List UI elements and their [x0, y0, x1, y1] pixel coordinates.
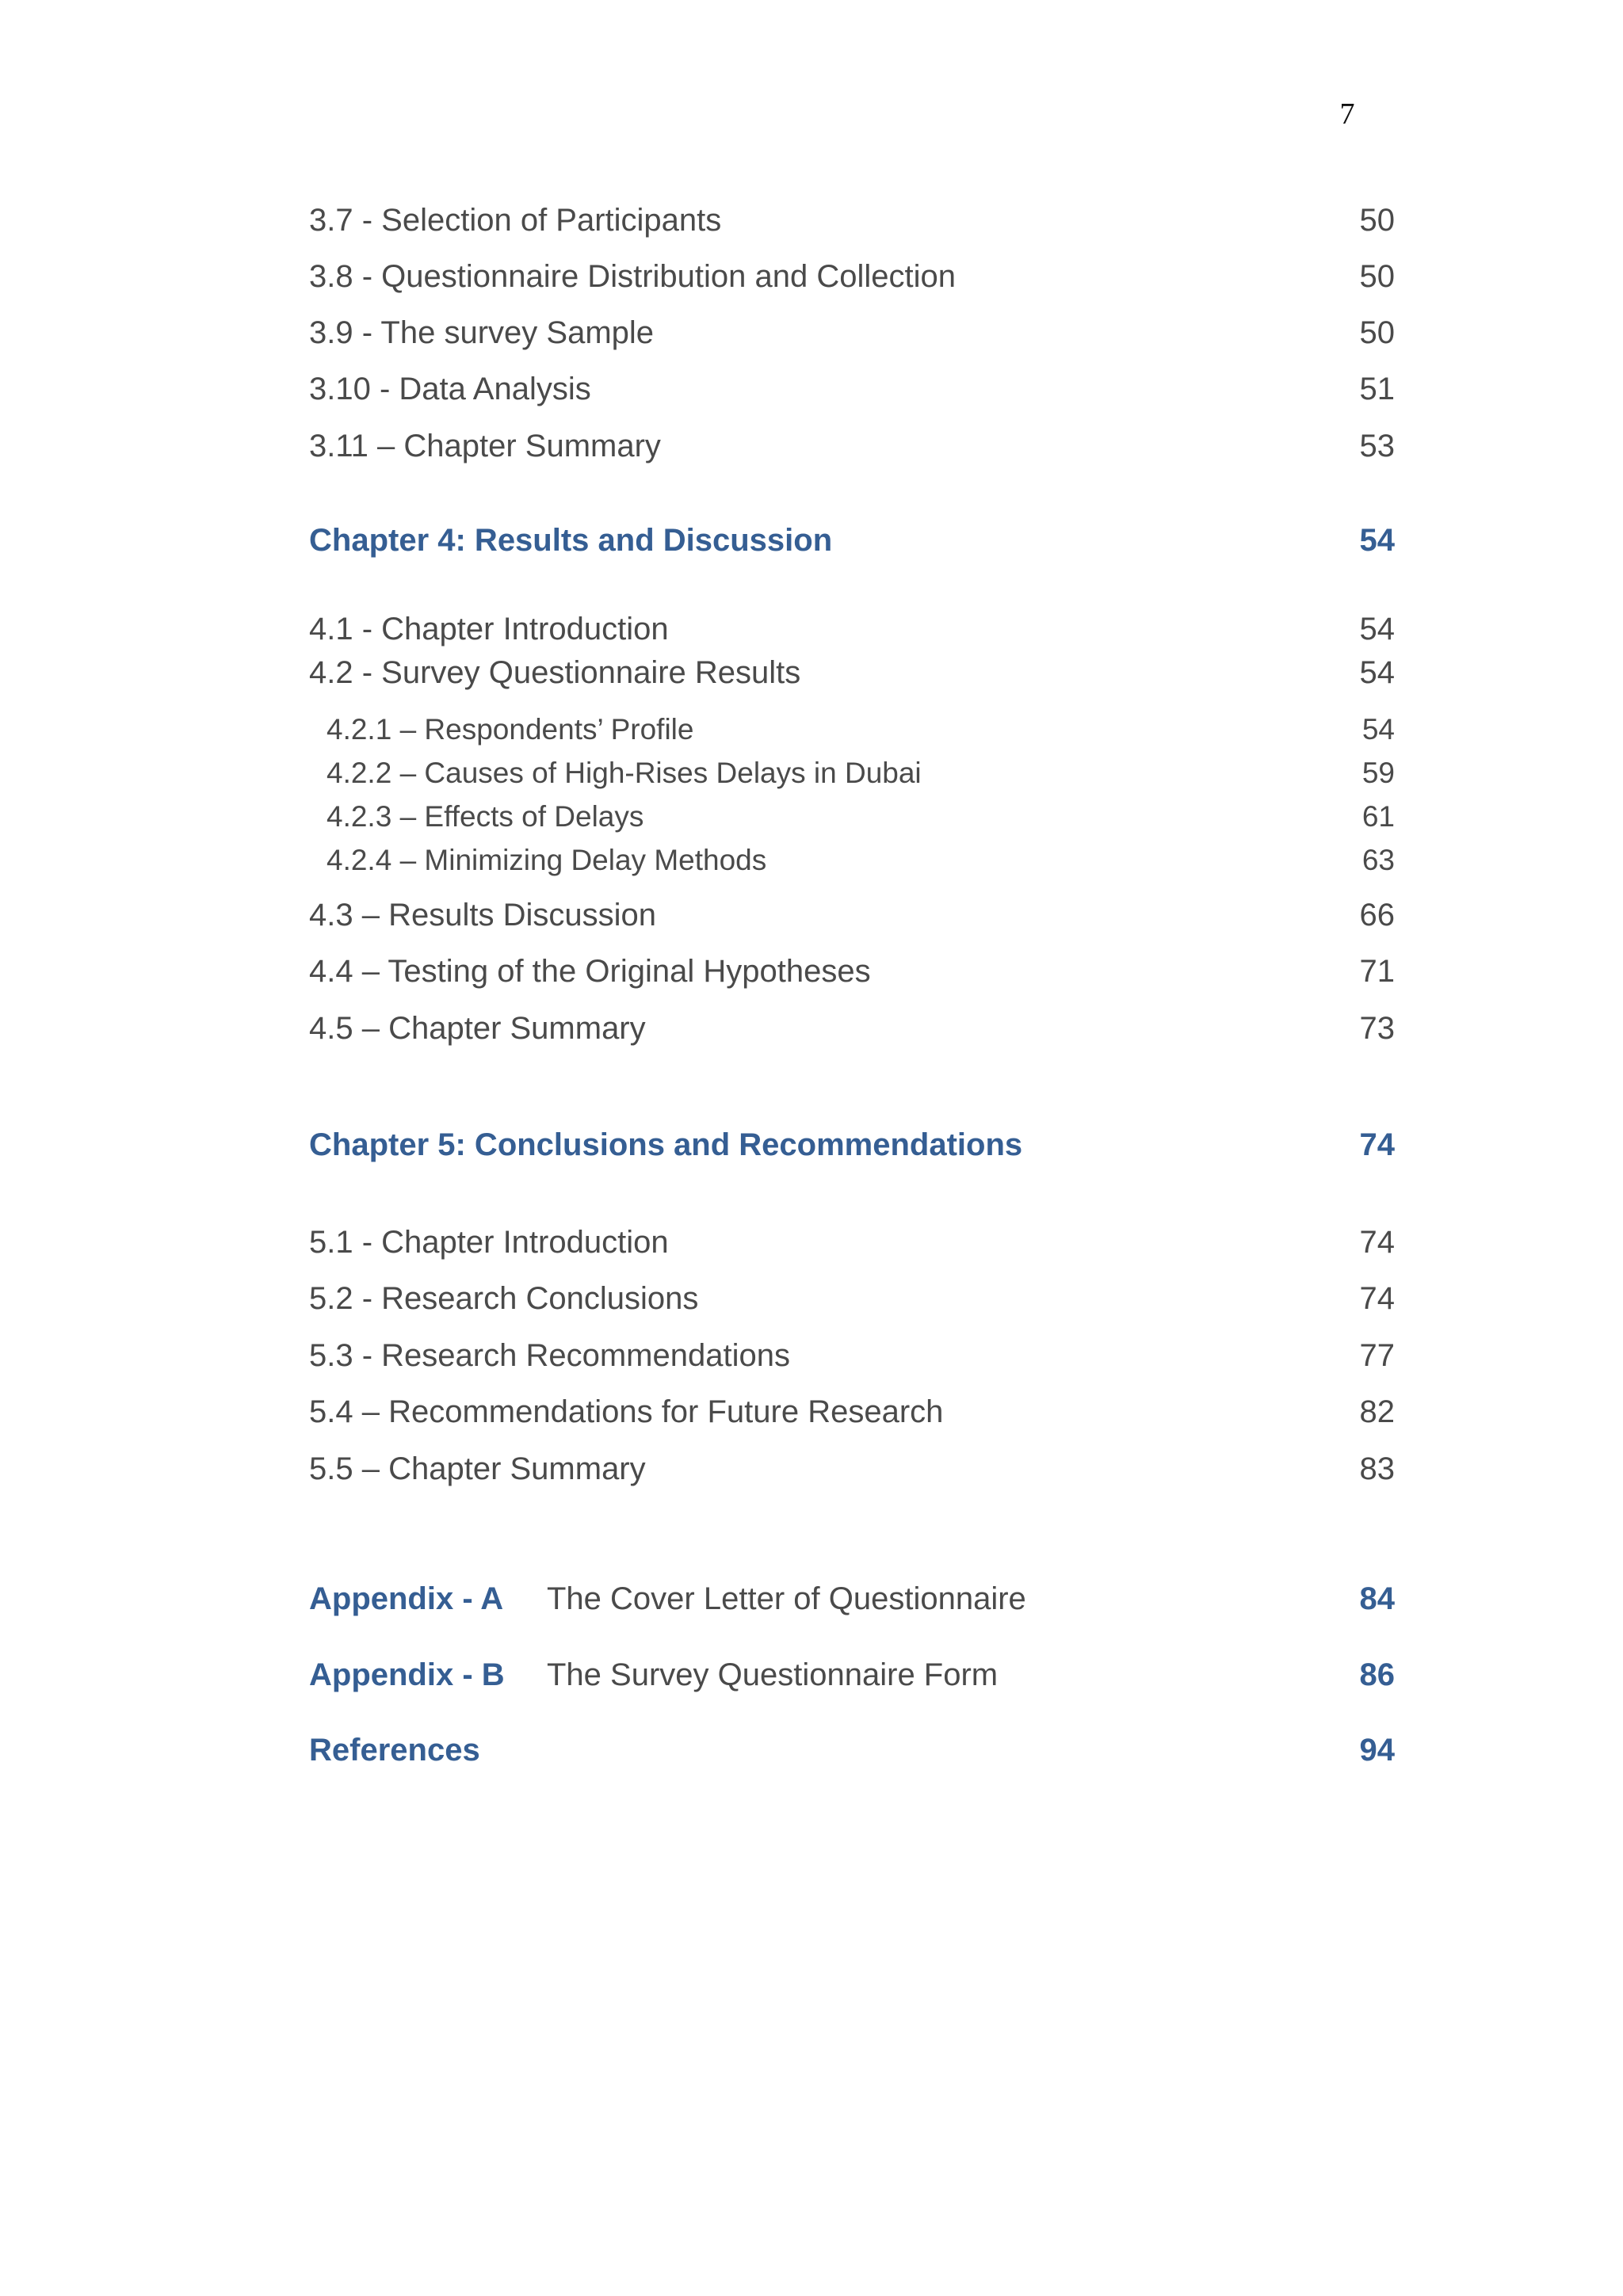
toc-subentry[interactable] — [309, 751, 1395, 795]
chapter-page: 74 — [1359, 1127, 1395, 1162]
appendix-page: 84 — [1359, 1581, 1395, 1616]
toc-entry-title: 5.4 – Recommendations for Future Research — [309, 1394, 944, 1429]
toc-entry-title: 5.2 - Research Conclusions — [309, 1281, 699, 1316]
toc-references[interactable] — [309, 1728, 1395, 1772]
toc-entry-page: 50 — [1359, 259, 1395, 294]
toc-chapter-heading[interactable] — [309, 518, 1395, 563]
toc-entry-page: 74 — [1359, 1225, 1395, 1260]
references-page: 94 — [1359, 1733, 1395, 1768]
toc-subentry[interactable] — [309, 838, 1395, 883]
toc-entry[interactable] — [309, 893, 1395, 937]
toc-entry-title: 4.4 – Testing of the Original Hypotheses — [309, 954, 871, 989]
toc-entry-title: 4.1 - Chapter Introduction — [309, 612, 669, 646]
toc-subentry-title: 4.2.3 – Effects of Delays — [327, 800, 644, 833]
toc-entry-title: 3.8 - Questionnaire Distribution and Collection — [309, 259, 956, 294]
toc-entry[interactable] — [309, 607, 1395, 651]
toc-entry[interactable] — [309, 949, 1395, 994]
appendix-description: The Cover Letter of Questionnaire — [547, 1581, 1026, 1616]
toc-entry-title: 4.5 – Chapter Summary — [309, 1011, 646, 1046]
toc-subentry-title: 4.2.1 – Respondents’ Profile — [327, 713, 694, 746]
chapter-page: 54 — [1359, 523, 1395, 558]
toc-entry-page: 54 — [1359, 655, 1395, 690]
toc-subentry-page: 61 — [1361, 800, 1395, 833]
toc-entry[interactable] — [309, 1333, 1395, 1378]
toc-entry-title: 5.1 - Chapter Introduction — [309, 1225, 669, 1260]
toc-appendix-b[interactable] — [309, 1653, 1395, 1697]
toc-entry[interactable] — [309, 1276, 1395, 1321]
toc-entry-title: 4.3 – Results Discussion — [309, 898, 656, 933]
appendix-label: Appendix - A — [309, 1581, 504, 1616]
toc-entry-title: 3.7 - Selection of Participants — [309, 203, 722, 238]
toc-entry-page: 77 — [1359, 1338, 1395, 1373]
references-label: References — [309, 1733, 480, 1768]
toc-entry[interactable] — [309, 1390, 1395, 1434]
toc-entry[interactable] — [309, 1006, 1395, 1051]
toc-entry[interactable] — [309, 1447, 1395, 1491]
toc-entry-page: 74 — [1359, 1281, 1395, 1316]
appendix-description: The Survey Questionnaire Form — [547, 1657, 999, 1692]
toc-entry[interactable] — [309, 367, 1395, 411]
toc-entry-title: 3.9 - The survey Sample — [309, 315, 655, 350]
toc-chapter-heading[interactable] — [309, 1123, 1395, 1167]
toc-entry-title: 5.5 – Chapter Summary — [309, 1451, 646, 1486]
toc-entry-page: 82 — [1359, 1394, 1395, 1429]
appendix-label: Appendix - B — [309, 1657, 505, 1692]
chapter-title: Chapter 4: Results and Discussion — [309, 523, 833, 558]
toc-entry-page: 50 — [1359, 315, 1395, 350]
chapter-title: Chapter 5: Conclusions and Recommendations — [309, 1127, 1023, 1162]
toc-entry-page: 51 — [1359, 372, 1395, 406]
toc-subentry-page: 63 — [1361, 844, 1395, 876]
toc-subentry-title: 4.2.4 – Minimizing Delay Methods — [327, 844, 767, 876]
toc-entry[interactable] — [309, 198, 1395, 242]
toc-subentry[interactable] — [309, 795, 1395, 839]
toc-entry-page: 73 — [1359, 1011, 1395, 1046]
toc-entry[interactable] — [309, 311, 1395, 355]
toc-subentry-page: 54 — [1361, 713, 1395, 746]
toc-entry-page: 53 — [1359, 429, 1395, 463]
toc-entry-title: 5.3 - Research Recommendations — [309, 1338, 790, 1373]
page-number: 7 — [1339, 97, 1355, 131]
appendix-page: 86 — [1359, 1657, 1395, 1692]
toc-entry-page: 83 — [1359, 1451, 1395, 1486]
toc-entry-page: 66 — [1359, 898, 1395, 933]
toc-entry[interactable] — [309, 1220, 1395, 1264]
toc-entry-title: 3.11 – Chapter Summary — [309, 429, 661, 463]
toc-entry[interactable] — [309, 254, 1395, 299]
toc-entry-page: 54 — [1359, 612, 1395, 646]
toc-appendix-a[interactable] — [309, 1577, 1395, 1621]
toc-entry[interactable] — [309, 650, 1395, 695]
toc-subentry-title: 4.2.2 – Causes of High-Rises Delays in Dubai — [327, 757, 922, 789]
toc-entry[interactable] — [309, 424, 1395, 468]
toc-entry-page: 50 — [1359, 203, 1395, 238]
toc-entry-title: 4.2 - Survey Questionnaire Results — [309, 655, 801, 690]
toc-subentry[interactable] — [309, 707, 1395, 752]
toc-subentry-page: 59 — [1361, 757, 1395, 789]
toc-entry-title: 3.10 - Data Analysis — [309, 372, 591, 406]
toc-entry-page: 71 — [1359, 954, 1395, 989]
